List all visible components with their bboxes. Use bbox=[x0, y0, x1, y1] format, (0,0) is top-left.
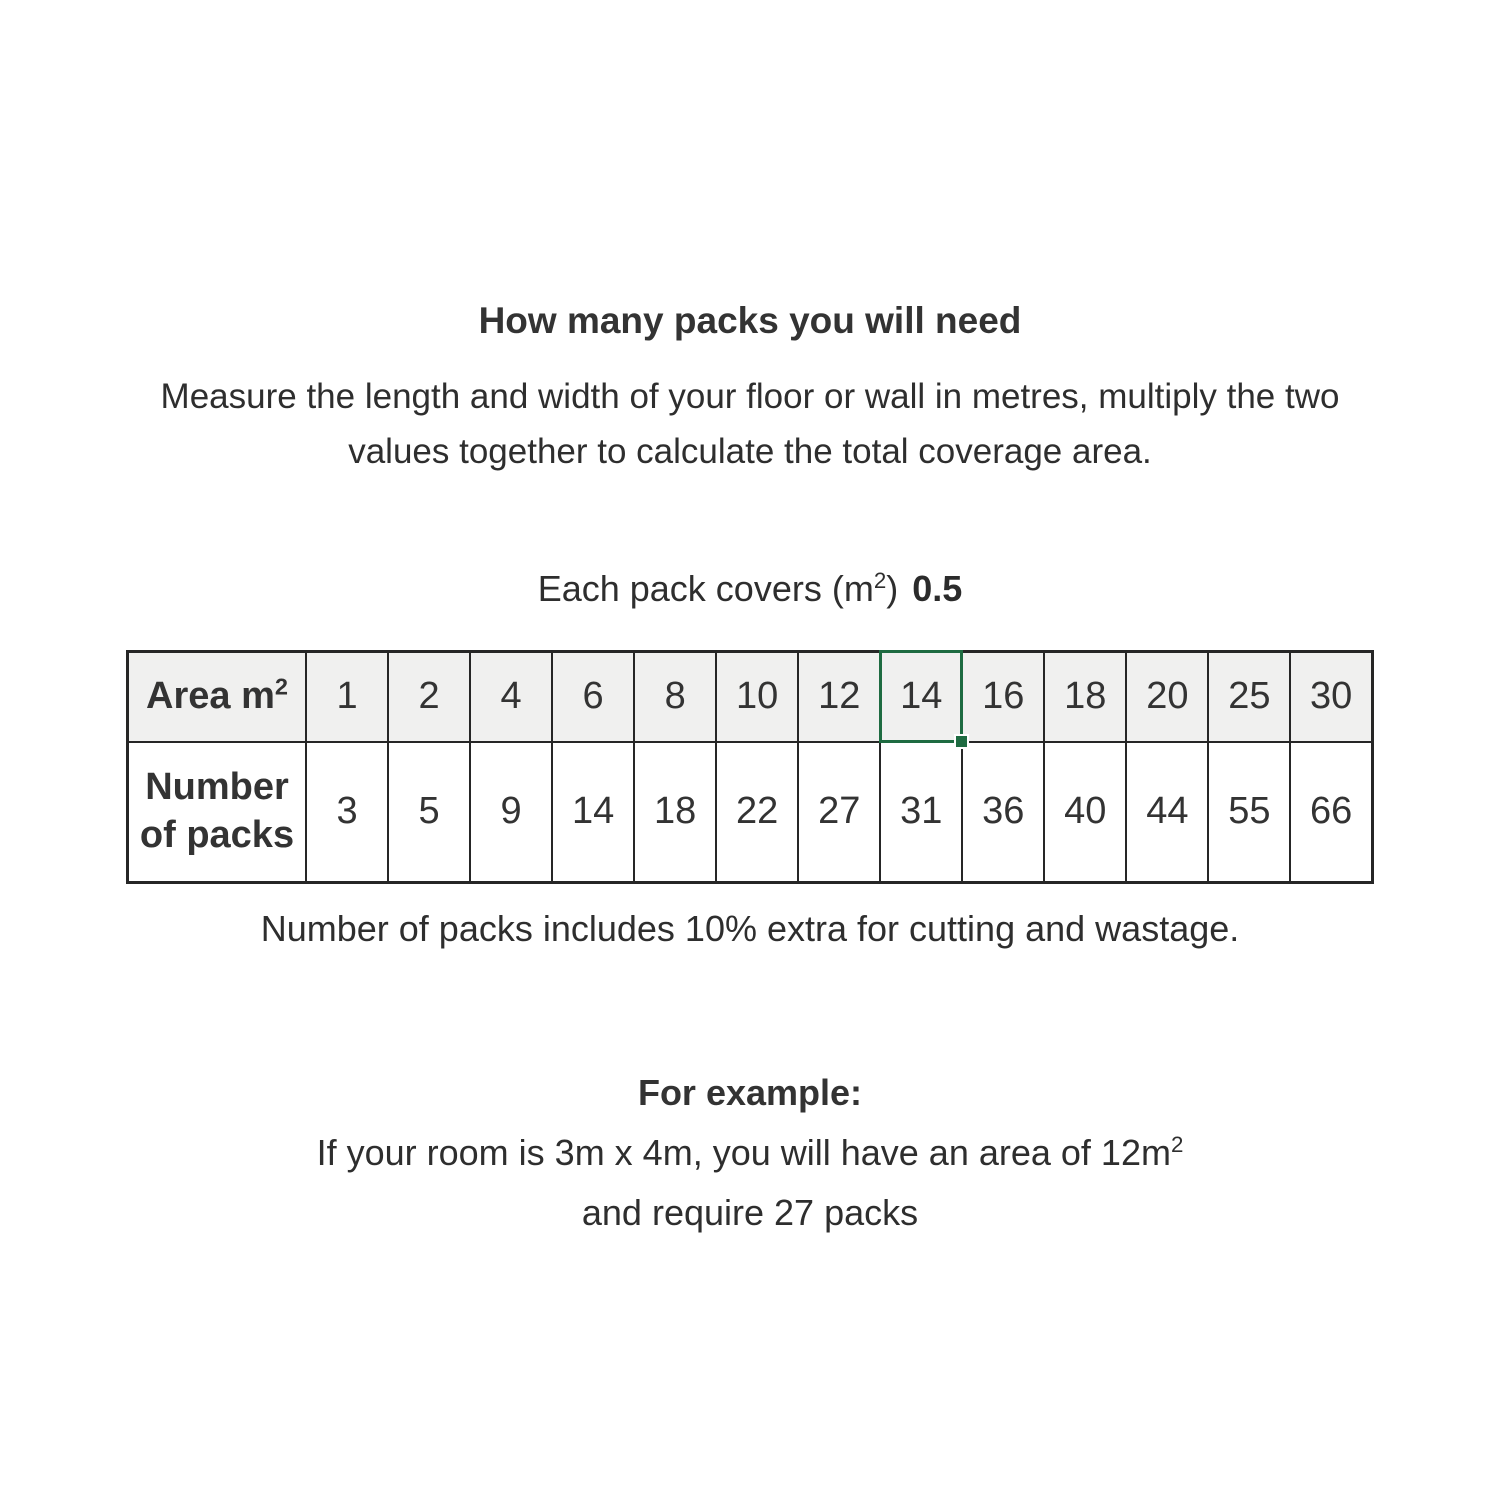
packs-cell: 3 bbox=[306, 742, 388, 883]
selected-area-value: 14 bbox=[900, 675, 943, 718]
example-line-2: and require 27 packs bbox=[581, 1191, 919, 1233]
packs-cell: 14 bbox=[552, 742, 634, 883]
packs-table bbox=[126, 650, 1374, 884]
area-row-label-text: Area m bbox=[146, 675, 275, 718]
area-cell: 1 bbox=[306, 651, 388, 742]
packs-cell: 36 bbox=[962, 742, 1044, 883]
area-cell: 20 bbox=[1126, 651, 1208, 742]
packs-row-label: Number of packs bbox=[128, 742, 307, 883]
area-cell: 4 bbox=[470, 651, 552, 742]
packs-cell: 5 bbox=[388, 742, 470, 883]
packs-row bbox=[128, 742, 1373, 883]
coverage-superscript: 2 bbox=[873, 567, 887, 593]
packs-cell: 31 bbox=[880, 742, 962, 883]
packs-cell: 66 bbox=[1290, 742, 1372, 883]
pack-coverage-line bbox=[0, 568, 1500, 610]
packs-cell: 27 bbox=[798, 742, 880, 883]
page-title: How many packs you will need bbox=[478, 300, 1022, 341]
area-cell: 10 bbox=[716, 651, 798, 742]
area-cell: 8 bbox=[634, 651, 716, 742]
area-cell-selected bbox=[880, 651, 962, 742]
coverage-value: 0.5 bbox=[912, 567, 963, 609]
area-cell: 12 bbox=[798, 651, 880, 742]
area-cell: 6 bbox=[552, 651, 634, 742]
coverage-label-suffix: ) bbox=[886, 567, 899, 609]
example-line-1-superscript: 2 bbox=[1170, 1131, 1184, 1157]
coverage-label-prefix: Each pack covers (m bbox=[537, 567, 874, 609]
area-row-label-superscript: 2 bbox=[274, 673, 288, 700]
packs-cell: 22 bbox=[716, 742, 798, 883]
wastage-note: Number of packs includes 10% extra for cutting and wastage. bbox=[260, 907, 1240, 949]
packs-cell: 9 bbox=[470, 742, 552, 883]
packs-cell: 44 bbox=[1126, 742, 1208, 883]
example-line-1 bbox=[0, 1132, 1500, 1174]
packs-cell: 40 bbox=[1044, 742, 1126, 883]
area-row bbox=[128, 651, 1373, 742]
packs-cell: 18 bbox=[634, 742, 716, 883]
example-heading: For example: bbox=[637, 1071, 863, 1113]
area-cell: 2 bbox=[388, 651, 470, 742]
intro-paragraph: Measure the length and width of your floor or wall in metres, multiply the two values together to calculate the total coverage area. bbox=[160, 377, 1340, 471]
area-cell: 30 bbox=[1290, 651, 1372, 742]
area-cell: 25 bbox=[1208, 651, 1290, 742]
area-cell: 16 bbox=[962, 651, 1044, 742]
example-line-1-text: If your room is 3m x 4m, you will have an area of 12m bbox=[316, 1131, 1171, 1173]
packs-cell: 55 bbox=[1208, 742, 1290, 883]
area-row-label bbox=[128, 651, 307, 742]
area-cell: 18 bbox=[1044, 651, 1126, 742]
